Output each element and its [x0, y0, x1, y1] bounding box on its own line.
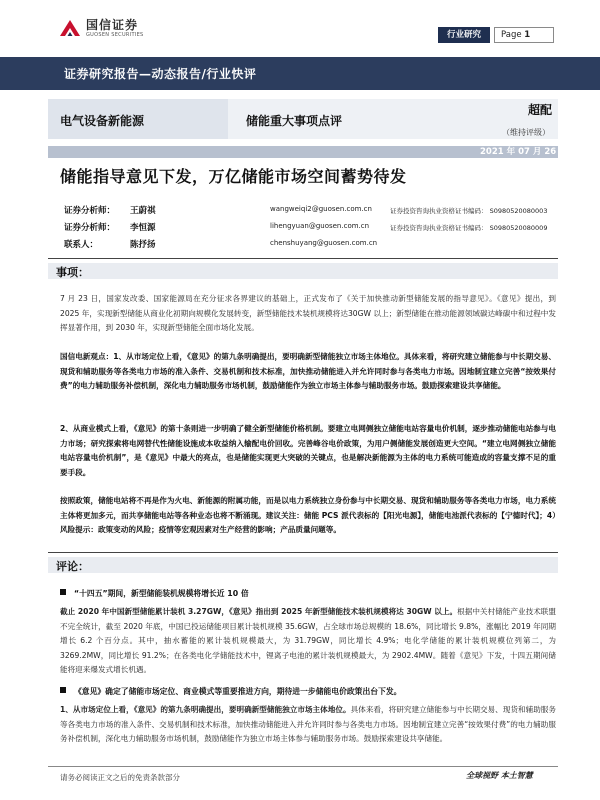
- report-type-badge: 行业研究: [438, 27, 490, 43]
- business-model-paragraph: 2、从商业模式上看，《意见》的第十条则进一步明确了健全新型储能价格机制。要建立电网侧独立储能电站容量电价机制，逐步推动储能电站参与电力市场；研究探索将电网替代性储能设施成本收益纳入输配电价回收。完善峰谷电价政策，为用户侧储能发展创造更大空间。“建立电网侧独立储能电站容量电价机制”，是《意见》中最大的亮点，也是储能实现更大突破的关键点，也是解决新能源为主体的电力系统可能造成的容量支撑不足的重要手段。: [60, 424, 556, 477]
- banner-title: 证券研究报告—动态报告/行业快评: [64, 67, 257, 81]
- disclaimer-note: 请务必阅读正文之后的免责条款部分: [60, 773, 180, 782]
- analyst-name: 王蔚祺: [130, 206, 156, 216]
- analyst-email[interactable]: chenshuyang@guosen.com.cn: [270, 239, 378, 247]
- capacity-lead: 截止 2020 年中国新型储能累计装机 3.27GW，《意见》指出到 2025 年新型储能技术装机规模将达 30GW 以上。: [60, 607, 458, 616]
- analyst-name: 李恒源: [130, 223, 156, 233]
- comment-bullet: [60, 686, 556, 697]
- market-position-lead: 1、从市场定位上看，《意见》的第九条明确提出，要明确新型储能独立市场主体地位。: [60, 705, 351, 714]
- section-title-comment: 评论：: [56, 560, 89, 573]
- bullet-text: “十四五”期间，新型储能装机规模将增长近 10 倍: [74, 589, 249, 598]
- footer-divider: [48, 766, 558, 767]
- bullet-text: 《意见》确定了储能市场定位、商业模式等重要推进方向，期待进一步储能电价政策出台下发。: [74, 687, 402, 696]
- industry-name: 电气设备新能源: [60, 114, 145, 128]
- analyst-email[interactable]: lihengyuan@guosen.com.cn: [270, 222, 370, 230]
- page-number: 1: [524, 30, 531, 40]
- section-title-event: 事项：: [56, 266, 89, 279]
- report-topic: 储能重大事项点评: [246, 114, 343, 128]
- analyst-email[interactable]: wangweiqi2@guosen.com.cn: [270, 205, 372, 213]
- viewpoint-paragraph: 国信电新观点：1、从市场定位上看，《意见》的第九条明确提出，要明确新型储能独立市场主体地位。具体来看，将研究建立储能参与中长期交易、现货和辅助服务等各类电力市场的准入条件、交易机制和技术标准，加快推动储能进入并允许同时参与各类电力市场。因地制宜建立完善“按效果付费”的电力辅助服务补偿机制，深化电力辅助服务市场机制，鼓励储能作为独立市场主体参与辅助服务市场。鼓励探索建设共享储能。: [60, 352, 556, 390]
- capacity-detail: 根据中关村储能产业技术联盟不完全统计，截至 2020 年底，中国已投运储能项目累计装机规模 35.6GW，占全球市场总规模的 18.6%，同比增长 9.8%，涨幅比 2019 年同期增长 6.2 个百分点。其中，抽水蓄能的累计装机规模最大，为 31.79GW，同比增长 4.9%；电化学储能的累计装机规模位列第二，为 3269.2MW，同比增长 91.2%；在各类电化学储能技术中，锂离子电池的累计装机规模最大，为 2902.4MW。随着《意见》下发，十四五期间储能将迎来爆发式增长机遇。: [60, 607, 556, 674]
- analyst-row: [64, 204, 156, 216]
- bullet-square-icon: [60, 589, 66, 595]
- section-divider: [48, 258, 558, 259]
- market-position-paragraph: [60, 703, 556, 747]
- rating-note: （维持评级）: [502, 128, 550, 137]
- section-header-bg: [48, 557, 558, 573]
- footer-slogan: 全球视野 本土智慧: [466, 771, 533, 780]
- rating: 超配: [528, 103, 553, 117]
- analyst-row: [64, 221, 156, 233]
- guosen-logo-icon: [58, 16, 82, 40]
- section-divider: [48, 552, 558, 553]
- logo-text-cn: 国信证券: [86, 18, 139, 32]
- analyst-cert: 证券投资咨询执业资格证书编码： S0980520080009: [390, 224, 548, 232]
- market-position-detail: 具体来看，将研究建立储能参与中长期交易、现货和辅助服务等各类电力市场的准入条件、交易机制和技术标准，加快推动储能进入并允许同时参与各类电力市场。因地制宜建立完善“按效果付费”的电力辅助服务补偿机制，深化电力辅助服务市场机制，鼓励储能作为独立市场主体参与辅助服务市场。鼓励探索建设共享储能。: [60, 705, 557, 743]
- analyst-role: 证券分析师：: [64, 206, 116, 216]
- comment-bullet: [60, 588, 556, 599]
- event-paragraph: 7 月 23 日，国家发改委、国家能源局在充分征求各界建议的基础上，正式发布了《关于加快推动新型储能发展的指导意见》。《意见》提出，到 2025 年，实现新型储能从商业化初期向规模化发展转变，新型储能技术装机规模将达30GW 以上；新型储能在推动能源领域碳达峰碳中和过程中发挥显著作用，到 2030 年，实现新型储能全面市场化发展。: [60, 294, 556, 332]
- analyst-row: [64, 238, 156, 250]
- analyst-role: 联系人：: [64, 240, 99, 250]
- report-headline: 储能指导意见下发，万亿储能市场空间蓄势待发: [60, 167, 407, 186]
- analyst-cert: 证券投资咨询执业资格证书编码： S0980520080003: [390, 207, 548, 215]
- section-header-bg: [48, 263, 558, 279]
- bullet-square-icon: [60, 687, 66, 693]
- logo-text-en: GUOSEN SECURITIES: [86, 32, 144, 38]
- page-label: Page: [501, 30, 522, 40]
- guosen-logo: [58, 14, 178, 44]
- analyst-role: 证券分析师：: [64, 223, 116, 233]
- capacity-paragraph: [60, 605, 556, 678]
- report-date: 2021 年 07 月 26 日: [480, 147, 568, 157]
- policy-paragraph: 按照政策，储能电站将不再是作为火电、新能源的附属功能，而是以电力系统独立身份参与中长期交易、现货和辅助服务等各类电力市场，电力系统主体将更加多元，而共享储能电站等各种业态也将不断涌现。建议关注：储能 PCS 派代表标的【阳光电源】，储能电池派代表标的【宁德时代】；4）风险提示：政策变动的风险；疫情等宏观因素对生产经营的影响；产品质量问题等。: [60, 496, 556, 534]
- page-indicator: [494, 27, 554, 43]
- analyst-name: 陈抒扬: [130, 240, 156, 250]
